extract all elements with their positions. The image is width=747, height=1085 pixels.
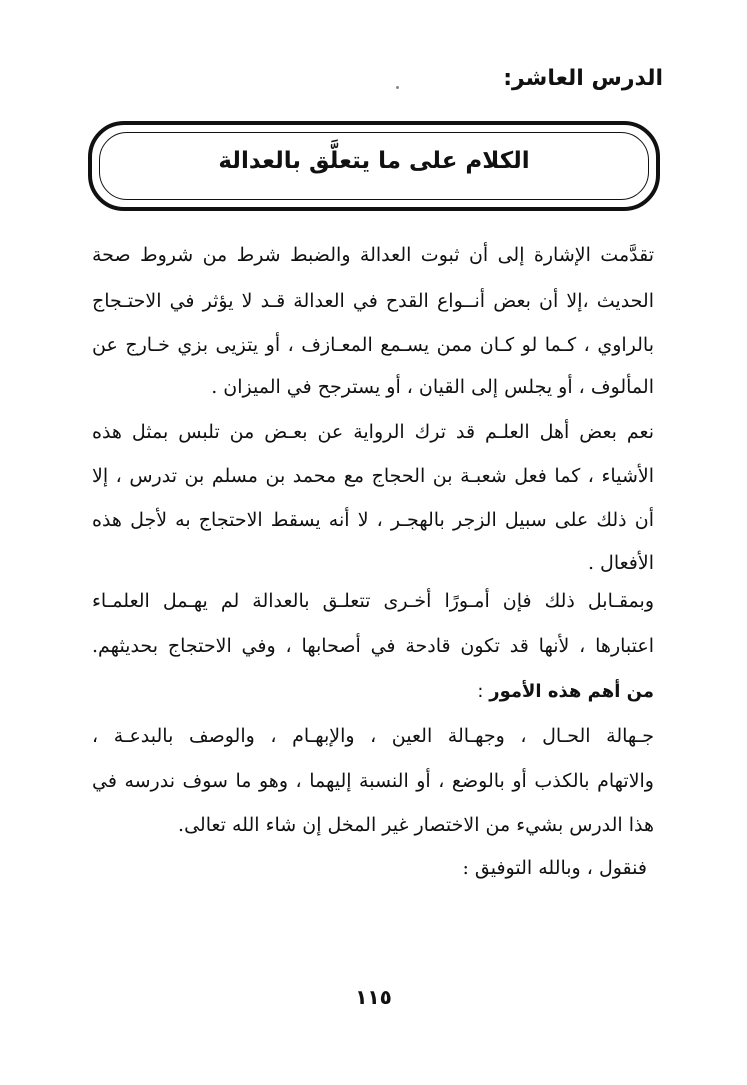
- body-line-9: وبمقـابل ذلك فإن أمـورًا أخـرى تتعلـق بالعدالة لم يهـمل العلمـاء: [92, 590, 654, 612]
- important-colon: :: [477, 681, 490, 702]
- page-number: ١١٥: [355, 985, 392, 1009]
- body-line-12: والاتهام بالكذب أو بالوضع ، أو النسبة إليهما ، وهو ما سوف ندرسه في: [92, 770, 654, 792]
- body-line-14: فنقول ، وبالله التوفيق :: [462, 857, 647, 879]
- speck-mark: [396, 86, 399, 89]
- body-line-1: تقدَّمت الإشارة إلى أن ثبوت العدالة والضبط شرط من شروط صحة: [92, 244, 654, 266]
- body-line-4: المألوف ، أو يجلس إلى القيان ، أو يسترجح في الميزان .: [211, 376, 654, 398]
- body-line-13: هذا الدرس بشيء من الاختصار غير المخل إن شاء الله تعالى.: [178, 814, 654, 836]
- important-label: من أهم هذه الأمور: [489, 681, 654, 702]
- body-line-3: بالراوي ، كـما لو كـان ممن يسـمع المعـازف ، أو يتزيى بزي خـارج عن: [92, 334, 654, 356]
- body-line-11: جـهالة الحـال ، وجهـالة العين ، والإبهـام ، والوصف بالبدعـة ،: [92, 725, 654, 747]
- body-line-8: الأفعال .: [587, 552, 654, 574]
- lesson-heading: الدرس العاشر:: [503, 66, 663, 91]
- body-line-10: اعتبارها ، لأنها قد تكون قادحة في أصحابها ، وفي الاحتجاج بحديثهم.: [92, 635, 654, 657]
- body-line-7: أن ذلك على سبيل الزجر بالهجـر ، لا أنه يسقط الاحتجاج به لأجل هذه: [92, 509, 654, 531]
- topic-title: الكلام على ما يتعلَّق بالعدالة: [218, 148, 530, 174]
- body-line-5: نعم بعض أهل العلـم قد ترك الرواية عن بعـض من تلبس بمثل هذه: [92, 421, 654, 443]
- body-line-6: الأشياء ، كما فعل شعبـة بن الحجاج مع محمد بن مسلم بن تدرس ، إلا: [92, 465, 654, 487]
- body-line-2: الحديث ،إلا أن بعض أنــواع القدح في العدالة قـد لا يؤثر في الاحتـجاج: [92, 290, 654, 312]
- important-heading: [477, 677, 654, 707]
